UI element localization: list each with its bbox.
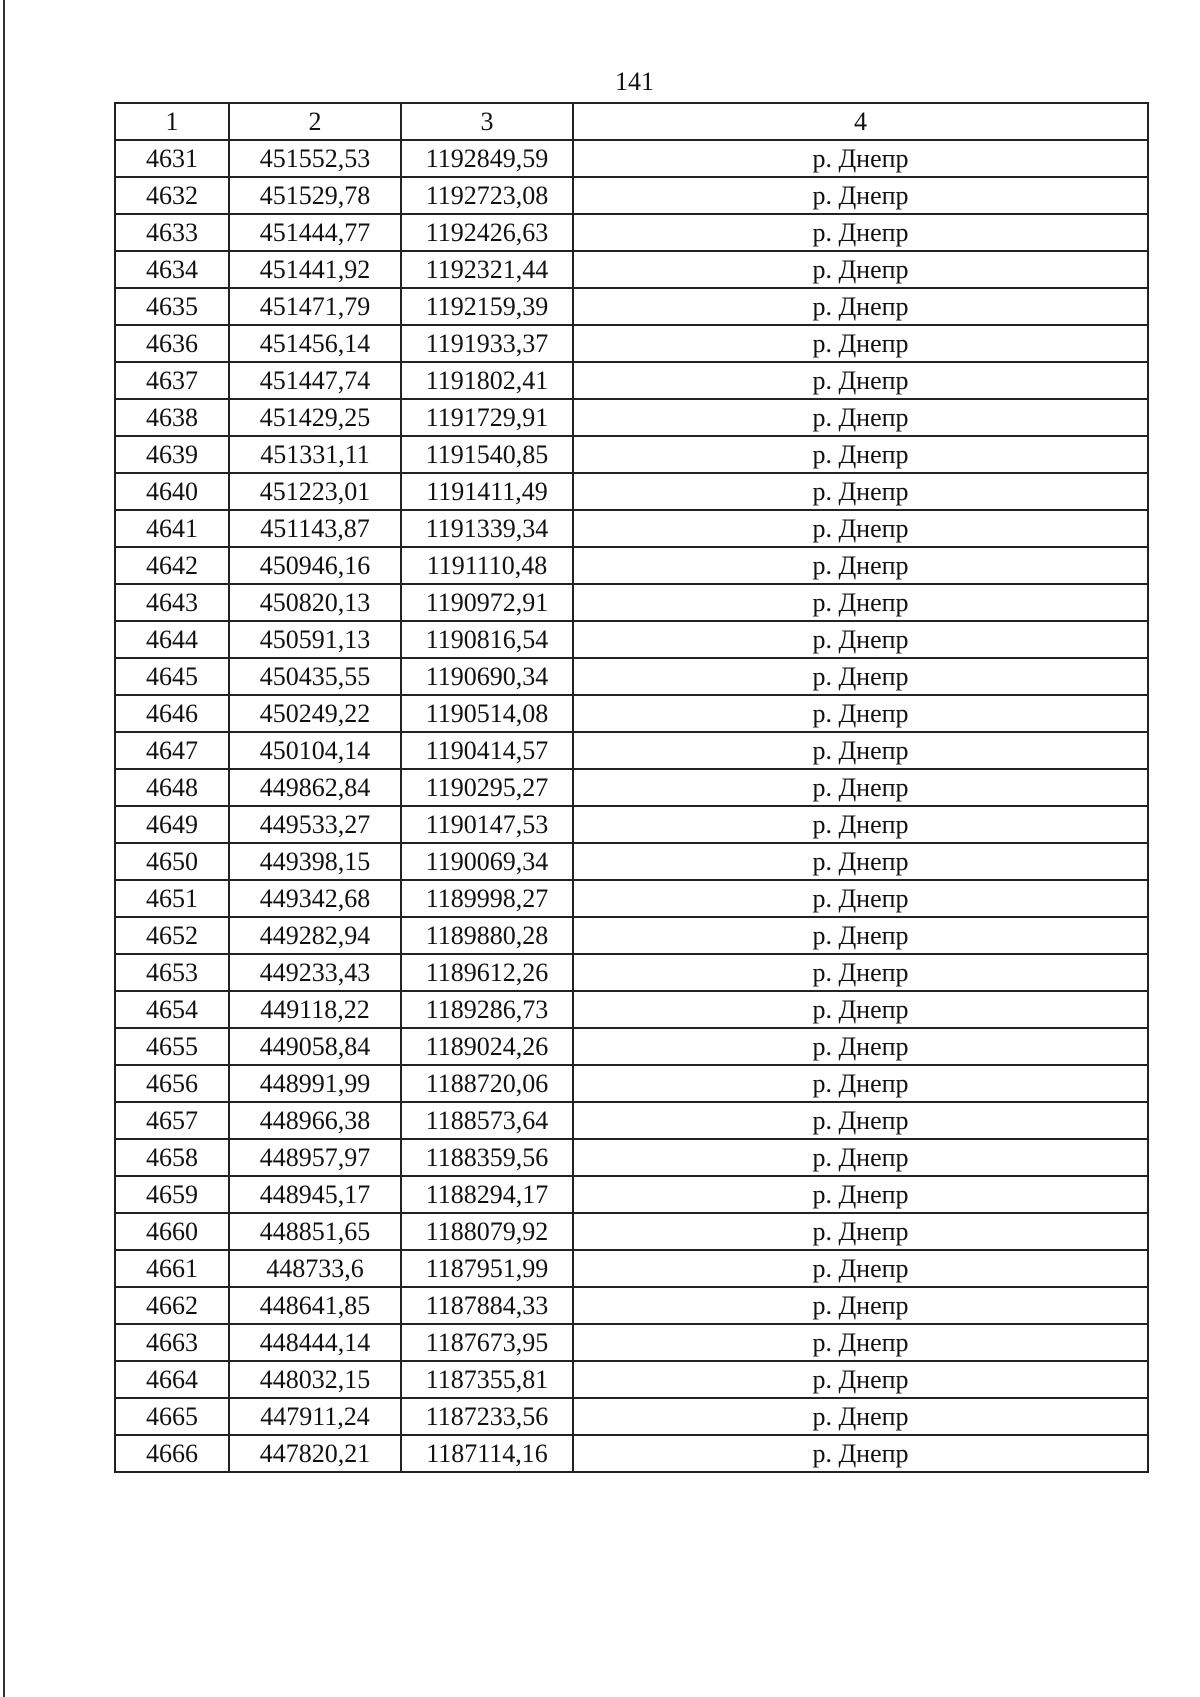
y-coordinate-cell: 1189286,73: [401, 991, 573, 1028]
table-row: [115, 917, 1148, 954]
x-coordinate-cell: 448641,85: [229, 1287, 401, 1324]
x-coordinate-cell: 449533,27: [229, 806, 401, 843]
x-coordinate-cell: 450820,13: [229, 584, 401, 621]
description-cell: р. Днепр: [573, 695, 1148, 732]
x-coordinate-cell: 449233,43: [229, 954, 401, 991]
table-row: [115, 732, 1148, 769]
description-cell: р. Днепр: [573, 917, 1148, 954]
x-coordinate-cell: 448851,65: [229, 1213, 401, 1250]
y-coordinate-cell: 1191802,41: [401, 362, 573, 399]
header-cell-col-4: 4: [573, 103, 1148, 140]
description-cell: р. Днепр: [573, 1250, 1148, 1287]
y-coordinate-cell: 1189612,26: [401, 954, 573, 991]
x-coordinate-cell: 448733,6: [229, 1250, 401, 1287]
description-cell: р. Днепр: [573, 1324, 1148, 1361]
description-cell: р. Днепр: [573, 547, 1148, 584]
table-row: [115, 214, 1148, 251]
description-cell: р. Днепр: [573, 288, 1148, 325]
table-row: [115, 1324, 1148, 1361]
point-number-cell: 4665: [115, 1398, 229, 1435]
y-coordinate-cell: 1190069,34: [401, 843, 573, 880]
point-number-cell: 4649: [115, 806, 229, 843]
description-cell: р. Днепр: [573, 732, 1148, 769]
description-cell: р. Днепр: [573, 510, 1148, 547]
description-cell: р. Днепр: [573, 1139, 1148, 1176]
y-coordinate-cell: 1188573,64: [401, 1102, 573, 1139]
description-cell: р. Днепр: [573, 140, 1148, 177]
point-number-cell: 4652: [115, 917, 229, 954]
x-coordinate-cell: 450435,55: [229, 658, 401, 695]
x-coordinate-cell: 447911,24: [229, 1398, 401, 1435]
x-coordinate-cell: 451331,11: [229, 436, 401, 473]
point-number-cell: 4653: [115, 954, 229, 991]
point-number-cell: 4661: [115, 1250, 229, 1287]
point-number-cell: 4660: [115, 1213, 229, 1250]
y-coordinate-cell: 1190295,27: [401, 769, 573, 806]
table-row: [115, 1176, 1148, 1213]
y-coordinate-cell: 1187673,95: [401, 1324, 573, 1361]
description-cell: р. Днепр: [573, 1435, 1148, 1472]
description-cell: р. Днепр: [573, 436, 1148, 473]
y-coordinate-cell: 1187233,56: [401, 1398, 573, 1435]
table-row: [115, 1139, 1148, 1176]
x-coordinate-cell: 451143,87: [229, 510, 401, 547]
y-coordinate-cell: 1187951,99: [401, 1250, 573, 1287]
y-coordinate-cell: 1189998,27: [401, 880, 573, 917]
x-coordinate-cell: 450591,13: [229, 621, 401, 658]
point-number-cell: 4645: [115, 658, 229, 695]
point-number-cell: 4658: [115, 1139, 229, 1176]
description-cell: р. Днепр: [573, 954, 1148, 991]
point-number-cell: 4666: [115, 1435, 229, 1472]
point-number-cell: 4635: [115, 288, 229, 325]
description-cell: р. Днепр: [573, 1028, 1148, 1065]
y-coordinate-cell: 1187884,33: [401, 1287, 573, 1324]
y-coordinate-cell: 1190972,91: [401, 584, 573, 621]
table-row: [115, 584, 1148, 621]
point-number-cell: 4655: [115, 1028, 229, 1065]
point-number-cell: 4648: [115, 769, 229, 806]
description-cell: р. Днепр: [573, 769, 1148, 806]
table-row: [115, 1435, 1148, 1472]
point-number-cell: 4644: [115, 621, 229, 658]
header-cell-col-3: 3: [401, 103, 573, 140]
description-cell: р. Днепр: [573, 177, 1148, 214]
table-row: [115, 399, 1148, 436]
table-row: [115, 436, 1148, 473]
x-coordinate-cell: 450946,16: [229, 547, 401, 584]
table-row: [115, 1287, 1148, 1324]
header-cell-col-1: 1: [115, 103, 229, 140]
table-row: [115, 251, 1148, 288]
header-cell-col-2: 2: [229, 103, 401, 140]
description-cell: р. Днепр: [573, 880, 1148, 917]
x-coordinate-cell: 447820,21: [229, 1435, 401, 1472]
x-coordinate-cell: 451441,92: [229, 251, 401, 288]
y-coordinate-cell: 1192321,44: [401, 251, 573, 288]
description-cell: р. Днепр: [573, 843, 1148, 880]
point-number-cell: 4638: [115, 399, 229, 436]
description-cell: р. Днепр: [573, 806, 1148, 843]
description-cell: р. Днепр: [573, 1213, 1148, 1250]
point-number-cell: 4650: [115, 843, 229, 880]
page-number: 141: [615, 67, 654, 96]
x-coordinate-cell: 449282,94: [229, 917, 401, 954]
table-row: [115, 1213, 1148, 1250]
table-row: [115, 473, 1148, 510]
point-number-cell: 4642: [115, 547, 229, 584]
table-row: [115, 621, 1148, 658]
table-row: [115, 991, 1148, 1028]
table-row: [115, 880, 1148, 917]
x-coordinate-cell: 451447,74: [229, 362, 401, 399]
y-coordinate-cell: 1188720,06: [401, 1065, 573, 1102]
point-number-cell: 4646: [115, 695, 229, 732]
x-coordinate-cell: 448032,15: [229, 1361, 401, 1398]
point-number-cell: 4647: [115, 732, 229, 769]
x-coordinate-cell: 451223,01: [229, 473, 401, 510]
point-number-cell: 4634: [115, 251, 229, 288]
table-row: [115, 288, 1148, 325]
table-row: [115, 806, 1148, 843]
y-coordinate-cell: 1191933,37: [401, 325, 573, 362]
point-number-cell: 4662: [115, 1287, 229, 1324]
point-number-cell: 4663: [115, 1324, 229, 1361]
y-coordinate-cell: 1189024,26: [401, 1028, 573, 1065]
y-coordinate-cell: 1188294,17: [401, 1176, 573, 1213]
table-row: [115, 769, 1148, 806]
y-coordinate-cell: 1189880,28: [401, 917, 573, 954]
table-row: [115, 954, 1148, 991]
point-number-cell: 4657: [115, 1102, 229, 1139]
table-row: [115, 1065, 1148, 1102]
table-row: [115, 510, 1148, 547]
header-row: [115, 103, 1148, 140]
table-header: [115, 103, 1148, 140]
y-coordinate-cell: 1191411,49: [401, 473, 573, 510]
description-cell: р. Днепр: [573, 473, 1148, 510]
point-number-cell: 4641: [115, 510, 229, 547]
point-number-cell: 4651: [115, 880, 229, 917]
x-coordinate-cell: 449342,68: [229, 880, 401, 917]
x-coordinate-cell: 449398,15: [229, 843, 401, 880]
y-coordinate-cell: 1190690,34: [401, 658, 573, 695]
point-number-cell: 4659: [115, 1176, 229, 1213]
table-row: [115, 1250, 1148, 1287]
description-cell: р. Днепр: [573, 658, 1148, 695]
description-cell: р. Днепр: [573, 1176, 1148, 1213]
description-cell: р. Днепр: [573, 991, 1148, 1028]
y-coordinate-cell: 1192723,08: [401, 177, 573, 214]
table-row: [115, 140, 1148, 177]
description-cell: р. Днепр: [573, 251, 1148, 288]
coordinates-table: [114, 102, 1149, 1473]
point-number-cell: 4632: [115, 177, 229, 214]
x-coordinate-cell: 451429,25: [229, 399, 401, 436]
point-number-cell: 4640: [115, 473, 229, 510]
table-row: [115, 1361, 1148, 1398]
y-coordinate-cell: 1191540,85: [401, 436, 573, 473]
description-cell: р. Днепр: [573, 1102, 1148, 1139]
y-coordinate-cell: 1190816,54: [401, 621, 573, 658]
y-coordinate-cell: 1191110,48: [401, 547, 573, 584]
description-cell: р. Днепр: [573, 214, 1148, 251]
y-coordinate-cell: 1190147,53: [401, 806, 573, 843]
x-coordinate-cell: 450104,14: [229, 732, 401, 769]
y-coordinate-cell: 1188359,56: [401, 1139, 573, 1176]
point-number-cell: 4664: [115, 1361, 229, 1398]
y-coordinate-cell: 1190514,08: [401, 695, 573, 732]
point-number-cell: 4636: [115, 325, 229, 362]
table-row: [115, 177, 1148, 214]
x-coordinate-cell: 449862,84: [229, 769, 401, 806]
y-coordinate-cell: 1192159,39: [401, 288, 573, 325]
y-coordinate-cell: 1191339,34: [401, 510, 573, 547]
point-number-cell: 4656: [115, 1065, 229, 1102]
y-coordinate-cell: 1187355,81: [401, 1361, 573, 1398]
x-coordinate-cell: 450249,22: [229, 695, 401, 732]
x-coordinate-cell: 448991,99: [229, 1065, 401, 1102]
y-coordinate-cell: 1188079,92: [401, 1213, 573, 1250]
table-row: [115, 695, 1148, 732]
x-coordinate-cell: 451529,78: [229, 177, 401, 214]
y-coordinate-cell: 1192849,59: [401, 140, 573, 177]
y-coordinate-cell: 1190414,57: [401, 732, 573, 769]
table-row: [115, 1028, 1148, 1065]
x-coordinate-cell: 449058,84: [229, 1028, 401, 1065]
x-coordinate-cell: 448966,38: [229, 1102, 401, 1139]
x-coordinate-cell: 448957,97: [229, 1139, 401, 1176]
table-row: [115, 658, 1148, 695]
description-cell: р. Днепр: [573, 584, 1148, 621]
page-edge-line: [3, 0, 5, 1697]
point-number-cell: 4643: [115, 584, 229, 621]
point-number-cell: 4633: [115, 214, 229, 251]
x-coordinate-cell: 451471,79: [229, 288, 401, 325]
description-cell: р. Днепр: [573, 1287, 1148, 1324]
y-coordinate-cell: 1191729,91: [401, 399, 573, 436]
table-row: [115, 362, 1148, 399]
x-coordinate-cell: 449118,22: [229, 991, 401, 1028]
table-row: [115, 1398, 1148, 1435]
table-row: [115, 547, 1148, 584]
table-row: [115, 843, 1148, 880]
point-number-cell: 4631: [115, 140, 229, 177]
description-cell: р. Днепр: [573, 325, 1148, 362]
table-row: [115, 325, 1148, 362]
description-cell: р. Днепр: [573, 1398, 1148, 1435]
point-number-cell: 4639: [115, 436, 229, 473]
description-cell: р. Днепр: [573, 1065, 1148, 1102]
table-row: [115, 1102, 1148, 1139]
x-coordinate-cell: 448444,14: [229, 1324, 401, 1361]
description-cell: р. Днепр: [573, 362, 1148, 399]
description-cell: р. Днепр: [573, 399, 1148, 436]
x-coordinate-cell: 448945,17: [229, 1176, 401, 1213]
y-coordinate-cell: 1192426,63: [401, 214, 573, 251]
description-cell: р. Днепр: [573, 1361, 1148, 1398]
x-coordinate-cell: 451456,14: [229, 325, 401, 362]
point-number-cell: 4654: [115, 991, 229, 1028]
x-coordinate-cell: 451444,77: [229, 214, 401, 251]
description-cell: р. Днепр: [573, 621, 1148, 658]
y-coordinate-cell: 1187114,16: [401, 1435, 573, 1472]
table-body: [115, 140, 1148, 1472]
x-coordinate-cell: 451552,53: [229, 140, 401, 177]
point-number-cell: 4637: [115, 362, 229, 399]
